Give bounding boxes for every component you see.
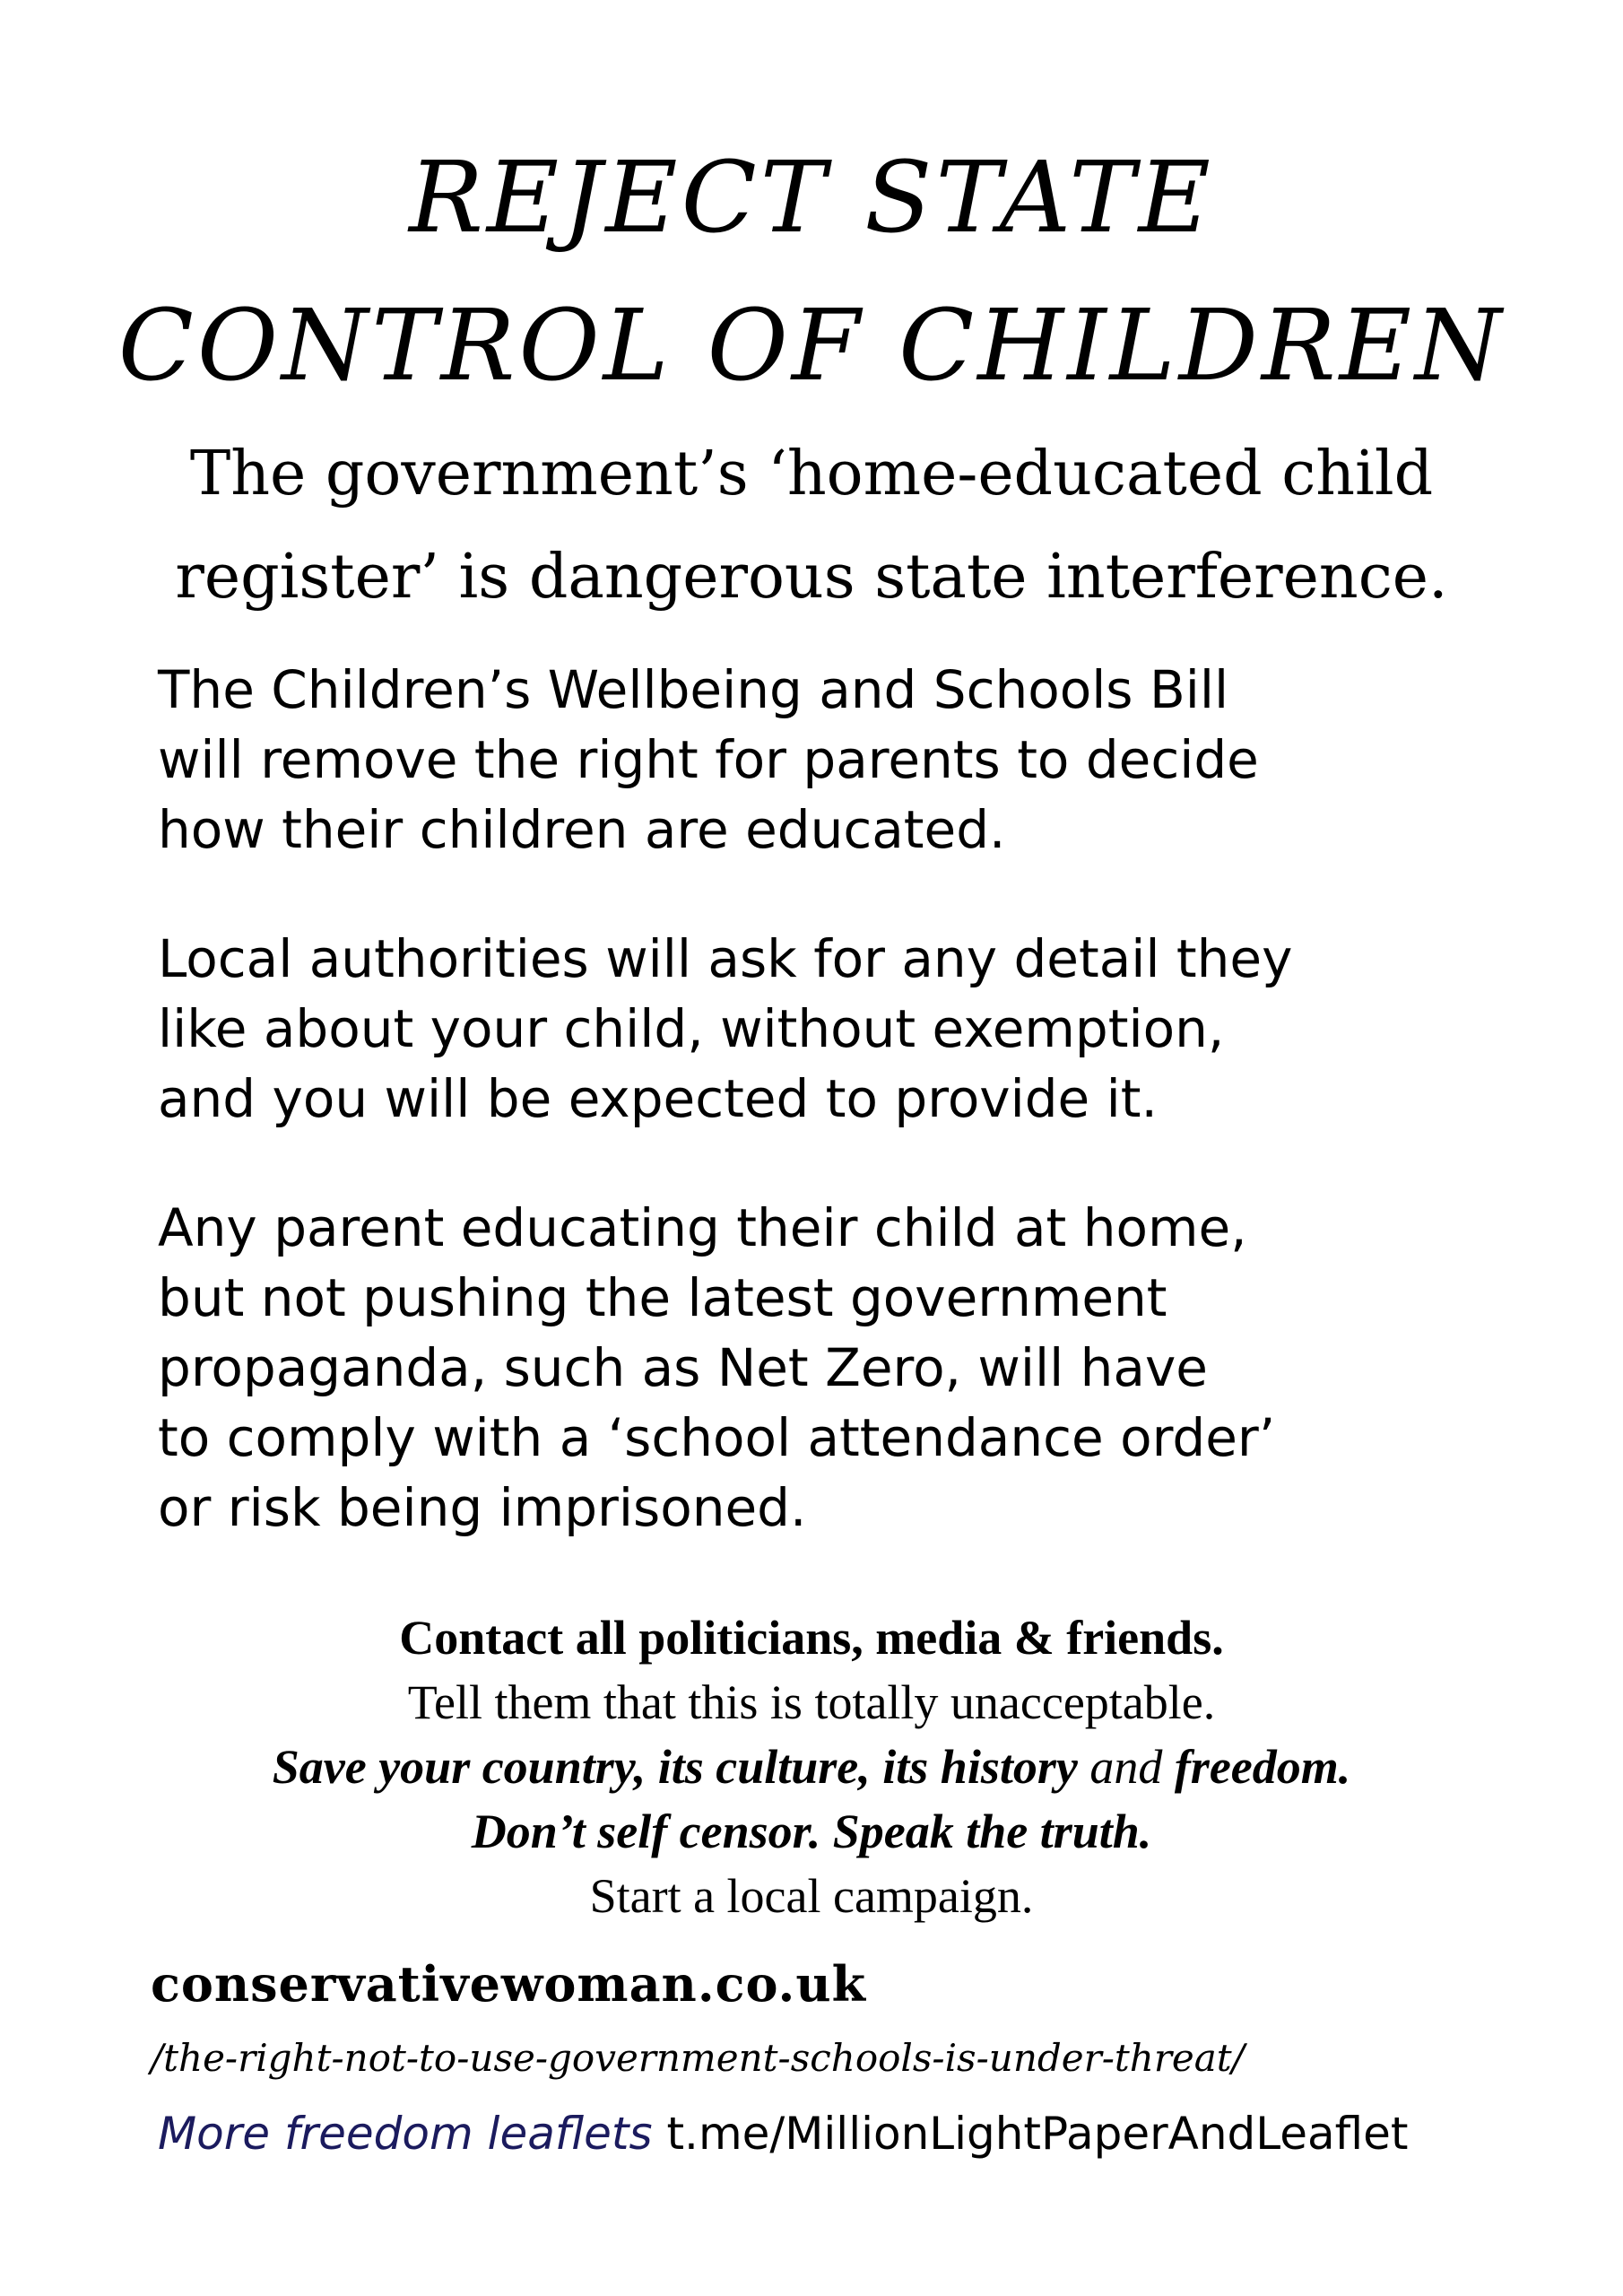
cta-line-campaign: Start a local campaign. [589,1869,1034,1923]
cta-line-contact: Contact all politicians, media & friends. [399,1611,1224,1665]
paragraph-line: and you will be expected to provide it. [158,1068,1158,1129]
cta-save-freedom: freedom. [1174,1740,1351,1794]
paragraph-line: but not pushing the latest government [158,1267,1167,1328]
cta-line-speak: Don’t self censor. Speak the truth. [471,1805,1152,1858]
site-path-link[interactable]: /the-right-not-to-use-government-schools-is-under-threat/ [151,2036,1245,2080]
paragraph-bill [158,655,1557,865]
paragraph-line: Any parent educating their child at home, [158,1197,1247,1258]
title-line-1: REJECT STATE [409,140,1214,255]
subtitle-line-2: register’ is dangerous state interference. [175,542,1448,613]
title-line-2: CONTROL OF CHILDREN [117,288,1506,403]
paragraph-line: how their children are educated. [158,799,1006,860]
paragraph-line: The Children’s Wellbeing and Schools Bill [158,659,1229,720]
telegram-link[interactable]: t.me/MillionLightPaperAndLeaflet [652,2108,1409,2160]
paragraph-local-authorities [158,924,1557,1134]
site-link[interactable]: conservativewoman.co.uk [151,1955,867,2013]
more-leaflets [158,2108,1409,2160]
paragraph-line: propaganda, such as Net Zero, will have [158,1337,1208,1398]
paragraph-line: to comply with a ‘school attendance order’ [158,1407,1276,1468]
call-to-action [0,1605,1623,1928]
paragraph-line: or risk being imprisoned. [158,1477,807,1538]
paragraph-line: Local authorities will ask for any detail they [158,928,1293,989]
cta-save-italic: Save your country, its culture, its history [272,1740,1078,1794]
cta-line-save [0,1735,1623,1799]
paragraph-home-education [158,1193,1557,1543]
subtitle-line-1: The government’s ‘home-educated child [189,439,1434,509]
cta-save-and: and [1077,1740,1175,1794]
paragraph-line: like about your child, without exemption, [158,998,1225,1059]
paragraph-line: will remove the right for parents to decide [158,729,1259,790]
more-leaflets-label: More freedom leaflets [158,2108,653,2160]
cta-line-tell: Tell them that this is totally unacceptable. [407,1675,1216,1729]
